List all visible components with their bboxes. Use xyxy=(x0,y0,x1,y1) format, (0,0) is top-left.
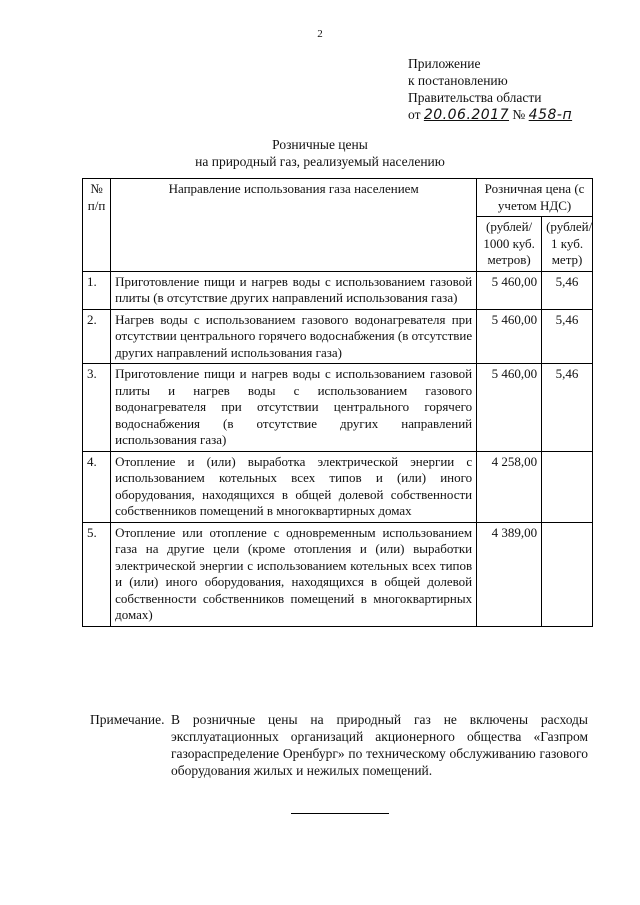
price-table xyxy=(82,178,593,627)
row-number: 3. xyxy=(83,364,111,452)
row-description: Отопление и (или) выработка электрической энергии с использованием котельных всех типов и (или) иного оборудования, находящихся в общей долевой собственности собственников помещений в многоквартирных домах xyxy=(111,451,477,522)
appendix-line-1: Приложение xyxy=(408,56,481,71)
row-price-1: 5,46 xyxy=(542,364,593,452)
row-number: 5. xyxy=(83,522,111,626)
handwritten-date: 20.06.2017 xyxy=(423,107,510,123)
title-line-2: на природный газ, реализуемый населению xyxy=(195,154,445,169)
appendix-block xyxy=(408,55,572,124)
row-price-1000: 5 460,00 xyxy=(477,271,542,309)
row-price-1: 5,46 xyxy=(542,309,593,364)
closing-rule xyxy=(291,813,389,814)
row-description: Приготовление пищи и нагрев воды с использованием газовой плиты и нагрев воды с использованием газового водонагревателя при отсутствии центрального горячего водоснабжения (в отсутствие других направлений использования газа) xyxy=(111,364,477,452)
row-description: Приготовление пищи и нагрев воды с использованием газовой плиты (в отсутствие других направлений использования газа) xyxy=(111,271,477,309)
table-header-row xyxy=(83,179,593,217)
title-line-1: Розничные цены xyxy=(272,137,368,152)
row-price-1: 5,46 xyxy=(542,271,593,309)
row-number: 4. xyxy=(83,451,111,522)
row-description: Отопление или отопление с одновременным использованием газа на другие цели (кроме отопления и (или) выработки электрической энергии с использованием котельных всех типов и (или) иного оборудования, находящихся в общей долевой собственности собственников помещений в многоквартирных домах) xyxy=(111,522,477,626)
row-price-1 xyxy=(542,522,593,626)
row-number: 2. xyxy=(83,309,111,364)
number-prefix: № xyxy=(512,107,526,122)
row-price-1000: 5 460,00 xyxy=(477,309,542,364)
header-direction: Направление использования газа населением xyxy=(111,179,477,272)
table-row xyxy=(83,522,593,626)
table-row xyxy=(83,309,593,364)
header-num: № п/п xyxy=(83,179,111,272)
note-text: В розничные цены на природный газ не включены расходы эксплуатационных организаций акционерного общества «Газпром газораспределение Оренбург» по техническому обслуживанию газового оборудования жилых и нежилых помещений. xyxy=(171,712,588,778)
table-row xyxy=(83,364,593,452)
appendix-date-line xyxy=(408,106,572,124)
header-unit-1000: (рублей/ 1000 куб. метров) xyxy=(477,217,542,272)
appendix-line-2: к постановлению xyxy=(408,73,508,88)
note-label: Примечание. xyxy=(90,712,165,727)
header-unit-1: (рублей/ 1 куб. метр) xyxy=(542,217,593,272)
date-prefix: от xyxy=(408,107,421,122)
note-block xyxy=(90,711,588,779)
table-row xyxy=(83,451,593,522)
row-price-1000: 5 460,00 xyxy=(477,364,542,452)
page-number: 2 xyxy=(317,28,323,40)
row-price-1 xyxy=(542,451,593,522)
row-price-1000: 4 389,00 xyxy=(477,522,542,626)
header-price: Розничная цена (с учетом НДС) xyxy=(477,179,593,217)
row-number: 1. xyxy=(83,271,111,309)
appendix-line-3: Правительства области xyxy=(408,90,542,105)
row-description: Нагрев воды с использованием газового водонагревателя при отсутствии центрального горячего водоснабжения (в отсутствие других направлений использования газа) xyxy=(111,309,477,364)
row-price-1000: 4 258,00 xyxy=(477,451,542,522)
document-title xyxy=(0,136,640,170)
handwritten-number: 458-п xyxy=(528,107,573,123)
table-row xyxy=(83,271,593,309)
